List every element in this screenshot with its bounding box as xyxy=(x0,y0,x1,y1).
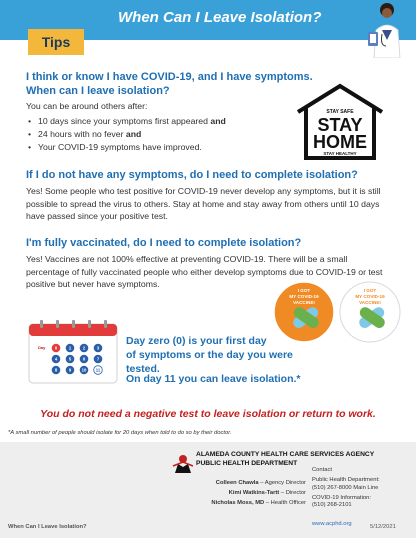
no-symptoms-section xyxy=(26,168,386,223)
calendar-day-2 xyxy=(80,344,89,353)
symptoms-heading-line2: When can I leave isolation? xyxy=(26,85,170,97)
calendar-day-6 xyxy=(80,355,89,364)
day-zero-line2: of symptoms or the day you were tested. xyxy=(126,349,293,375)
footnote: *A small number of people should isolate for 20 days when told to do so by their doctor. xyxy=(8,430,232,436)
day-zero-text xyxy=(126,334,326,376)
svg-text:7: 7 xyxy=(96,356,100,362)
symptoms-criteria-list xyxy=(26,115,296,154)
agency-name: ALAMEDA COUNTY HEALTH CARE SERVICES AGENCY xyxy=(196,451,375,458)
vaccine-badge-orange-icon xyxy=(274,282,334,342)
vaccinated-heading: I'm fully vaccinated, do I need to complete isolation? xyxy=(26,237,302,249)
calendar-day-0 xyxy=(52,344,61,353)
info-phone: (510) 268-2101 xyxy=(312,502,352,509)
no-symptoms-heading: If I do not have any symptoms, do I need to complete isolation? xyxy=(26,169,358,181)
svg-text:5: 5 xyxy=(68,356,72,362)
footer-date: 5/12/2021 xyxy=(370,524,396,530)
badge2-line1: I GOT xyxy=(363,288,377,293)
badge2-line3: VACCINE! xyxy=(359,300,381,305)
badge1-line3: VACCINE! xyxy=(293,300,315,305)
official-entry: Colleen Chawla – Agency Director xyxy=(215,480,306,486)
list-item: • Your COVID-19 symptoms have improved. xyxy=(26,141,296,154)
svg-text:0: 0 xyxy=(54,345,58,351)
symptoms-intro: You can be around others after: xyxy=(26,101,148,111)
symptoms-section xyxy=(26,70,313,154)
stay-home-line1: STAY xyxy=(317,115,363,135)
info-label: COVID-19 Information: xyxy=(312,494,371,501)
calendar-day-8 xyxy=(52,366,61,375)
agency-logo-icon xyxy=(172,452,194,474)
department-name: PUBLIC HEALTH DEPARTMENT xyxy=(196,460,298,467)
svg-text:3: 3 xyxy=(96,345,100,351)
page-title: When Can I Leave Isolation? xyxy=(118,9,322,26)
calendar-day-3 xyxy=(94,344,103,353)
contact-info xyxy=(312,467,412,509)
badge1-line2: MY COVID-19 xyxy=(289,294,319,299)
phd-label: Public Health Department: xyxy=(312,477,380,484)
official-entry: Nicholas Moss, MD – Health Officer xyxy=(211,500,306,506)
calendar-day-10 xyxy=(80,366,89,375)
vaccine-badge-white-icon xyxy=(340,282,400,342)
list-item: • 24 hours with no fever and xyxy=(26,128,296,141)
svg-text:6: 6 xyxy=(82,356,86,362)
stay-home-top: STAY SAFE xyxy=(326,109,354,115)
day-eleven-text: On day 11 you can leave isolation.* xyxy=(126,373,301,385)
vaccinated-body: Yes! Vaccines are not 100% effective at preventing COVID-19. There will be a small percentage of fully vaccinated people who either develop symptoms due to COVID-19 or test positive but never have symptoms. xyxy=(26,254,383,289)
calendar-icon xyxy=(28,318,118,384)
calendar-day-7 xyxy=(94,355,103,364)
svg-text:11: 11 xyxy=(95,367,101,373)
symptoms-heading-line1: I think or know I have COVID-19, and I have symptoms. xyxy=(26,71,313,83)
svg-text:2: 2 xyxy=(82,345,86,351)
calendar-day-11 xyxy=(94,366,103,375)
badge2-line2: MY COVID-19 xyxy=(355,294,385,299)
header-banner xyxy=(0,0,416,56)
negative-test-notice: You do not need a negative test to leave isolation or return to work. xyxy=(40,408,376,420)
svg-text:10: 10 xyxy=(81,367,87,373)
footer-title: When Can I Leave Isolation? xyxy=(8,524,87,530)
calendar-day-4 xyxy=(52,355,61,364)
contact-label: Contact xyxy=(312,467,332,473)
day-zero-line1: Day zero (0) is your first day xyxy=(126,335,267,347)
badge1-line1: I GOT xyxy=(297,288,311,293)
doctor-illustration-icon xyxy=(362,0,408,58)
calendar-day-label: Day xyxy=(38,345,46,350)
stay-home-icon xyxy=(292,82,388,162)
no-symptoms-body: Yes! Some people who test positive for COVID-19 never develop any symptoms, but it is still possible to spread the virus to others. Stay at home and stay away from others until 10 days have passed since your positive test. xyxy=(26,186,381,221)
official-entry: Kimi Watkins-Tartt – Director xyxy=(228,490,306,496)
stay-home-bottom: STAY HEALTHY xyxy=(323,151,357,156)
calendar-day-9 xyxy=(66,366,75,375)
officials-list xyxy=(160,478,306,508)
stay-home-line2: HOME xyxy=(313,132,367,152)
tips-tab: Tips xyxy=(28,29,84,55)
svg-text:8: 8 xyxy=(54,367,58,373)
calendar-day-5 xyxy=(66,355,75,364)
website-link[interactable]: www.acphd.org xyxy=(312,521,352,527)
calendar-day-1 xyxy=(66,344,75,353)
svg-text:9: 9 xyxy=(68,367,72,373)
phd-phone: (510) 267-8000 Main Line xyxy=(312,484,379,491)
list-item: • 10 days since your symptoms first appeared and xyxy=(26,115,296,128)
svg-text:4: 4 xyxy=(54,356,58,362)
svg-text:1: 1 xyxy=(68,345,72,351)
